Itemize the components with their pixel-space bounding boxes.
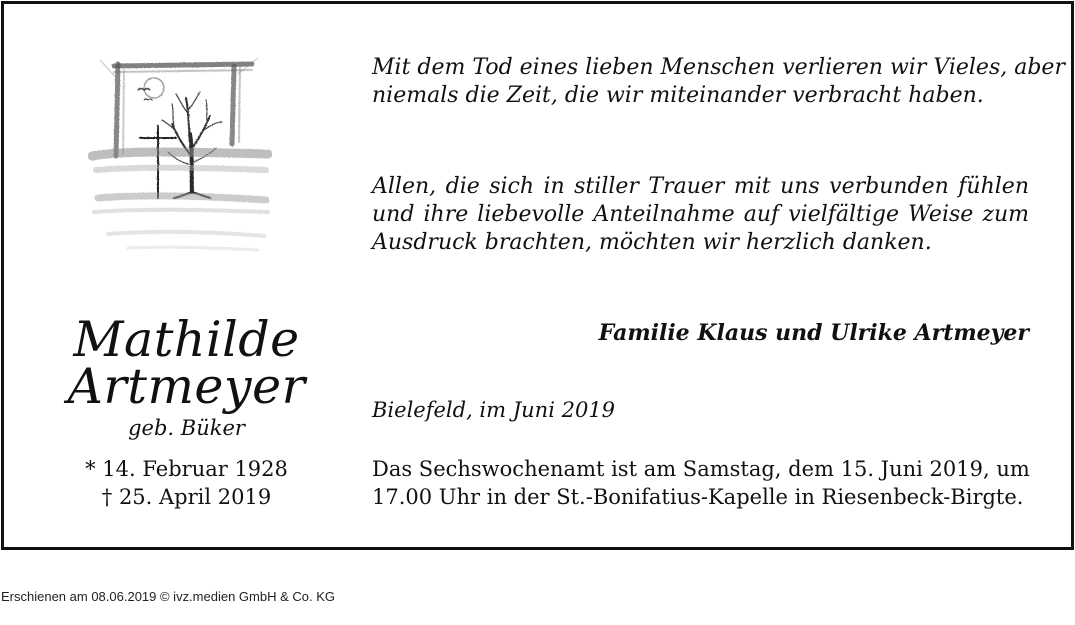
quote-line: niemals die Zeit, die wir miteinander verbracht haben. (372, 83, 984, 108)
family-signature: Familie Klaus und Ulrike Artmeyer (598, 320, 1029, 346)
window-tree-cross-illustration (88, 52, 272, 264)
publication-footer: Erschienen am 08.06.2019 © ivz.medien GmbH & Co. KG (1, 589, 336, 604)
maiden-name: geb. Büker (128, 416, 245, 440)
obituary-card (1, 1, 1074, 550)
thanks-line: Allen, die sich in stiller Trauer mit uns verbunden fühlen (372, 174, 1029, 199)
quote-line: Mit dem Tod eines lieben Menschen verlieren wir Vieles, aber (372, 55, 1065, 80)
birth-date: * 14. Februar 1928 (85, 457, 288, 481)
thanks-line: Ausdruck brachten, möchten wir herzlich danken. (372, 230, 932, 255)
mass-announcement-line: Das Sechswochenamt ist am Samstag, dem 15. Juni 2019, um (372, 457, 1030, 481)
thanks-line: und ihre liebevolle Anteilnahme auf vielfältige Weise zum (372, 202, 1029, 227)
death-date: † 25. April 2019 (101, 485, 272, 509)
deceased-first-name: Mathilde (73, 311, 300, 368)
place-date: Bielefeld, im Juni 2019 (372, 398, 616, 422)
deceased-last-name: Artmeyer (67, 358, 306, 415)
mass-announcement-line: 17.00 Uhr in der St.-Bonifatius-Kapelle in Riesenbeck-Birgte. (372, 485, 1024, 509)
